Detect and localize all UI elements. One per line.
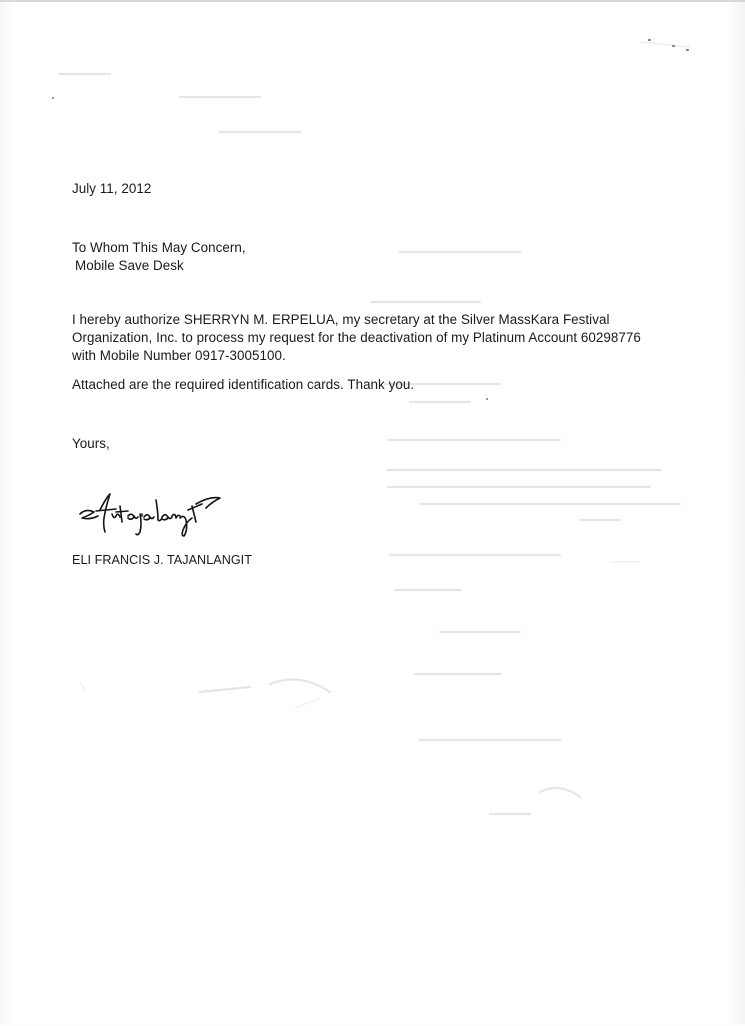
recipient: Mobile Save Desk — [75, 258, 184, 273]
attachment-note: Attached are the required identification cards. Thank you. — [72, 377, 415, 392]
closing: Yours, — [72, 436, 110, 451]
body-line-1: I hereby authorize SHERRYN M. ERPELUA, my secretary at the Silver MassKara Festival — [72, 312, 610, 327]
salutation: To Whom This May Concern, — [72, 240, 246, 255]
signatory-name: ELI FRANCIS J. TAJANLANGIT — [72, 553, 252, 567]
body-line-2: Organization, Inc. to process my request for the deactivation of my Platinum Account 60298776 — [72, 330, 641, 345]
letter-date: July 11, 2012 — [72, 181, 152, 196]
handwritten-signature — [76, 490, 228, 538]
body-line-3: with Mobile Number 0917-3005100. — [72, 348, 286, 363]
